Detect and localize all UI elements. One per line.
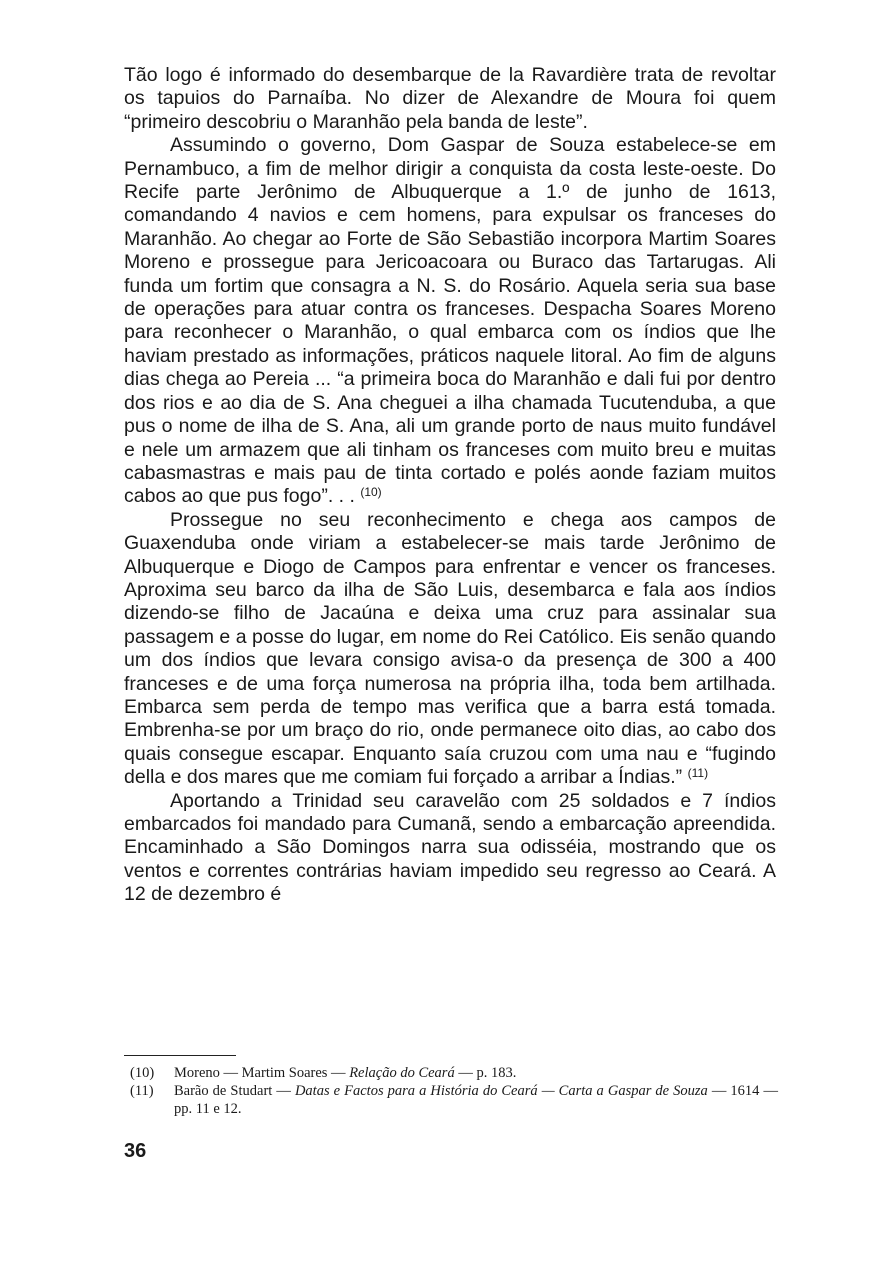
footnote-11 — [130, 1082, 778, 1118]
page-body — [124, 64, 776, 907]
paragraph-4-text: Aportando a Trinidad seu caravelão com 25 soldados e 7 índios embarcados foi mandado para Cumanã, sendo a embarcação apreendida. Encaminhado a São Domingos narra sua odisséia, mostrando que os ventos e correntes contrárias haviam impedido seu regresso ao Ceará. A 12 de dezembro é — [124, 789, 776, 906]
footnote-text — [174, 1082, 778, 1118]
footnote-title: Relação do Ceará — [349, 1065, 455, 1081]
paragraph-3 — [124, 509, 776, 790]
paragraph-2 — [124, 134, 776, 509]
paragraph-4 — [124, 790, 776, 907]
footnote-title: Datas e Factos para a História do Ceará — Carta a Gaspar de Souza — [294, 1083, 708, 1099]
paragraph-1-text: Tão logo é informado do desembarque de la Ravardière trata de revoltar os tapuios do Parnaíba. No dizer de Alexandre de Moura foi quem “primeiro descobriu o Maranhão pela banda de leste”. — [124, 64, 776, 133]
footnotes — [130, 1064, 778, 1118]
footnote-pages: — 1614 — pp. 11 e 12. — [174, 1083, 778, 1117]
footnote-text — [174, 1064, 778, 1082]
paragraph-1 — [124, 64, 776, 134]
footnote-ref-10[interactable]: (10) — [360, 485, 382, 500]
page-number: 36 — [124, 1140, 147, 1162]
footnote-10 — [130, 1064, 778, 1082]
paragraph-2-text: Assumindo o governo, Dom Gaspar de Souza estabelece-se em Pernambuco, a fim de melhor dirigir a conquista da costa leste-oeste. Do Recife parte Jerônimo de Albuquerque a 1.º de junho de 1613, comandando 4 navios e cem homens, para expulsar os franceses do Maranhão. Ao chegar ao Forte de São Sebastião incorpora Martim Soares Moreno e prossegue para Jericoacoara ou Buraco das Tartarugas. Ali funda um fortim que consagra a N. S. do Rosário. Aquela seria sua base de operações para atuar contra os franceses. Despacha Soares Moreno para reconhecer o Maranhão, o qual embarca com os índios que lhe haviam prestado as informações, práticos naquele litoral. Ao fim de alguns dias chega ao Pereia ... “a primeira boca do Maranhão e dali fui por dentro dos rios e ao dia de S. Ana cheguei a ilha chamada Tucutenduba, a que pus o nome de ilha de S. Ana, ali um grande porto de naus muito fundável e nele um armazem que ali tinham os franceses com muito breu e muitas cabasmastras e mais pau de tinta cortado e polés aonde faziam muitos cabos ao que pus fogo”. . . — [124, 134, 776, 508]
footnote-author: Barão de Studart — — [174, 1083, 295, 1099]
footnote-number: (11) — [130, 1083, 154, 1099]
paragraph-3-text: Prossegue no seu reconhecimento e chega aos campos de Guaxenduba onde viriam a estabelecer-se mais tarde Jerônimo de Albuquerque e Diogo de Campos para enfrentar e vencer os franceses. Aproxima seu barco da ilha de São Luis, desembarca e fala aos índios dizendo-se filho de Jacaúna e deixa uma cruz para assinalar sua passagem e a posse do lugar, em nome do Rei Católico. Eis senão quando um dos índios que levara consigo avisa-o da presença de 300 a 400 franceses e de uma força numerosa na própria ilha, toda bem artilhada. Embarca sem perda de tempo mas verifica que a barra está tomada. Embrenha-se por um braço do rio, onde permanece oito dias, ao cabo dos quais consegue escapar. Enquanto saía cruzou com uma nau e “fugindo della e dos mares que me comiam fui forçado a arribar a Índias.” — [124, 508, 776, 789]
footnote-pages: — p. 183. — [454, 1065, 517, 1081]
footnote-number: (10) — [130, 1065, 155, 1081]
footnote-divider — [124, 1055, 236, 1056]
footnote-ref-11[interactable]: (11) — [687, 766, 709, 781]
footnote-author: Moreno — Martim Soares — — [174, 1065, 350, 1081]
